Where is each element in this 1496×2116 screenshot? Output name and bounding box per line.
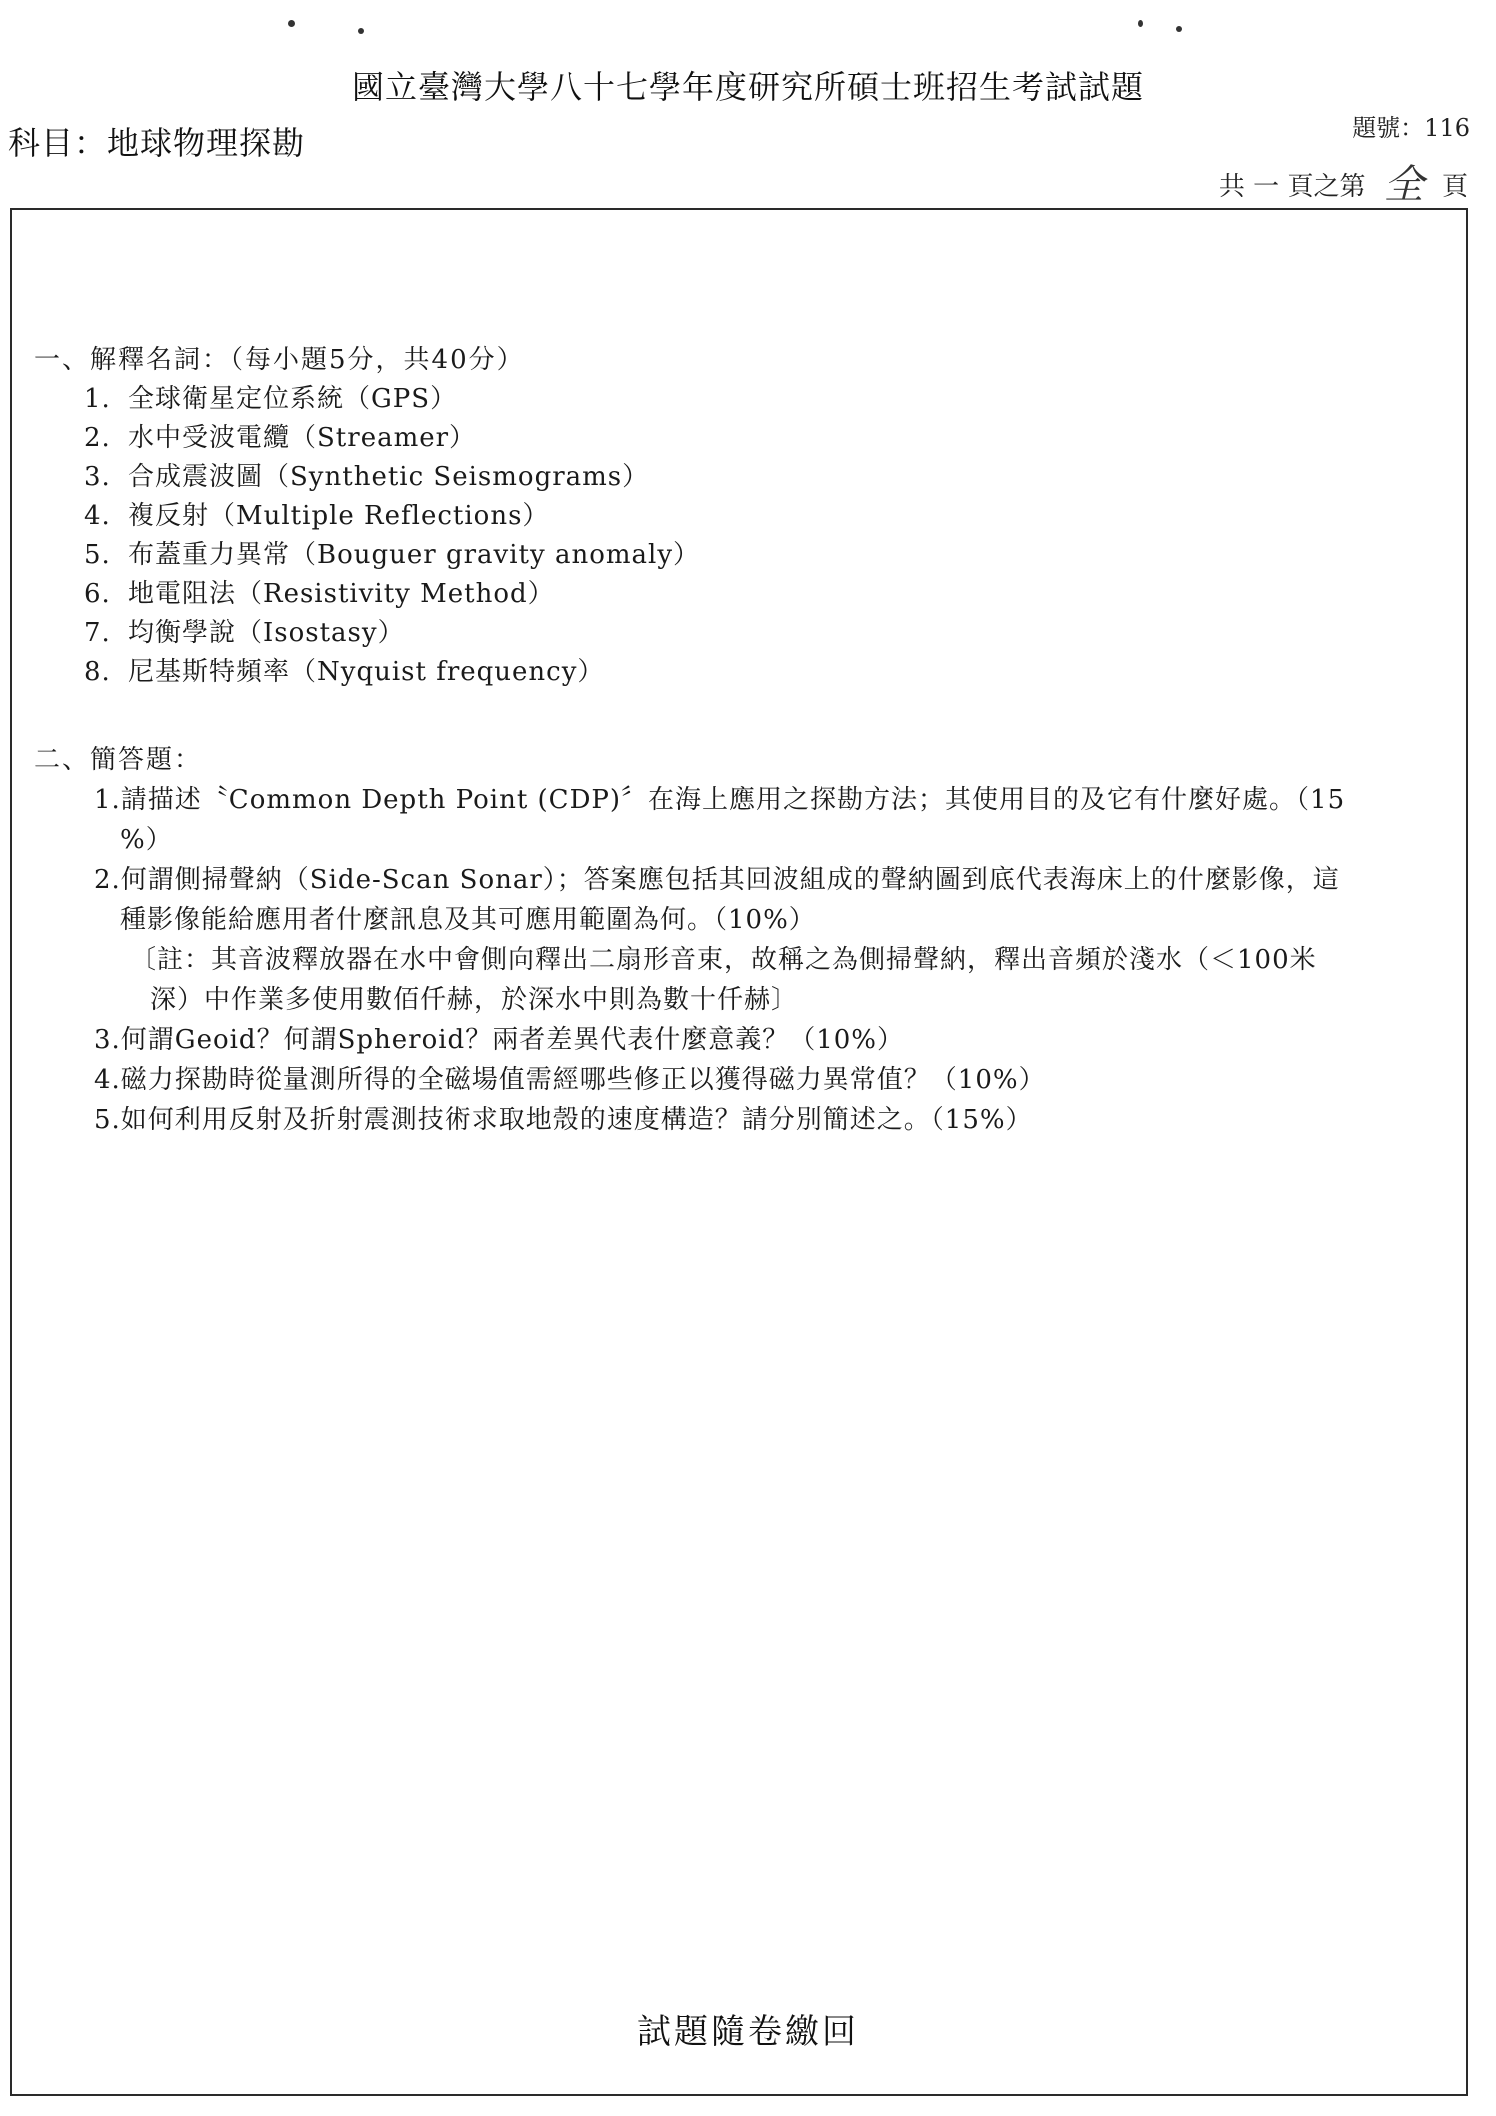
exam-title: 國立臺灣大學八十七學年度研究所碩士班招生考試試題	[351, 68, 1144, 106]
question-line: 5.如何利用反射及折射震測技術求取地殼的速度構造？請分別簡述之。（15%）	[94, 1105, 1033, 1135]
page-info-handwritten: 全	[1383, 162, 1424, 208]
item-text: 水中受波電纜（Streamer）	[128, 423, 477, 453]
page-info-suffix: 頁	[1441, 172, 1468, 202]
question-line: 2.何謂側掃聲納（Side-Scan Sonar）；答案應包括其回波組成的聲納圖到底代表海床上的什麼影像，這	[94, 865, 1340, 895]
return-notice: 試題隨卷繳回	[637, 2012, 859, 2052]
item-number: 4.	[84, 501, 111, 531]
list-item	[12, 614, 1472, 653]
section-short-answer	[12, 740, 1472, 1140]
item-number: 2.	[84, 423, 111, 453]
scan-speck	[358, 28, 364, 34]
list-item	[12, 458, 1472, 497]
list-item	[12, 575, 1472, 614]
item-text: 布蓋重力異常（Bouguer gravity anomaly）	[128, 540, 701, 570]
question-note: 深）中作業多使用數佰仟赫，於深水中則為數十仟赫〕	[150, 985, 799, 1015]
section-heading: 二、簡答題：	[34, 745, 203, 775]
question-line: 4.磁力探勘時從量測所得的全磁場值需經哪些修正以獲得磁力異常值？（10%）	[94, 1065, 1046, 1095]
item-text: 尼基斯特頻率（Nyquist frequency）	[128, 657, 605, 687]
item-text: 合成震波圖（Synthetic Seismograms）	[128, 462, 650, 492]
scan-speck	[288, 20, 295, 27]
list-item	[12, 497, 1472, 536]
item-text: 全球衛星定位系統（GPS）	[128, 384, 458, 414]
item-number: 6.	[84, 579, 111, 609]
list-item	[12, 653, 1472, 692]
list-item	[12, 419, 1472, 458]
item-number: 3.	[84, 462, 111, 492]
section-heading: 一、解釋名詞：（每小題5分，共40分）	[34, 345, 525, 375]
section-definitions	[12, 340, 1472, 692]
list-item	[12, 536, 1472, 575]
item-text: 複反射（Multiple Reflections）	[128, 501, 550, 531]
item-number: 8.	[84, 657, 111, 687]
item-number: 7.	[84, 618, 111, 648]
item-number: 5.	[84, 540, 111, 570]
question-number: 題號：116	[1352, 114, 1470, 142]
question-line: 1.請描述〝Common Depth Point (CDP)〞在海上應用之探勘方法；其使用目的及它有什麼好處。（15	[94, 785, 1346, 815]
subject-label: 科目：地球物理探勘	[8, 124, 306, 162]
question-line: %）	[120, 825, 173, 855]
item-text: 均衡學說（Isostasy）	[128, 618, 405, 648]
page-info	[1219, 153, 1468, 210]
scan-speck	[1176, 26, 1182, 32]
page-info-prefix: 共 一 頁之第	[1218, 172, 1366, 202]
exam-frame	[10, 208, 1468, 2096]
item-text: 地電阻法（Resistivity Method）	[128, 579, 555, 609]
list-item	[12, 380, 1472, 419]
question-line: 種影像能給應用者什麼訊息及其可應用範圍為何。（10%）	[120, 905, 816, 935]
item-number: 1.	[84, 384, 111, 414]
scan-speck	[1138, 20, 1143, 27]
question-note: 〔註：其音波釋放器在水中會側向釋出二扇形音束，故稱之為側掃聲納，釋出音頻於淺水（＜100米	[130, 945, 1317, 975]
question-line: 3.何謂Geoid？何謂Spheroid？兩者差異代表什麼意義？（10%）	[94, 1025, 904, 1055]
